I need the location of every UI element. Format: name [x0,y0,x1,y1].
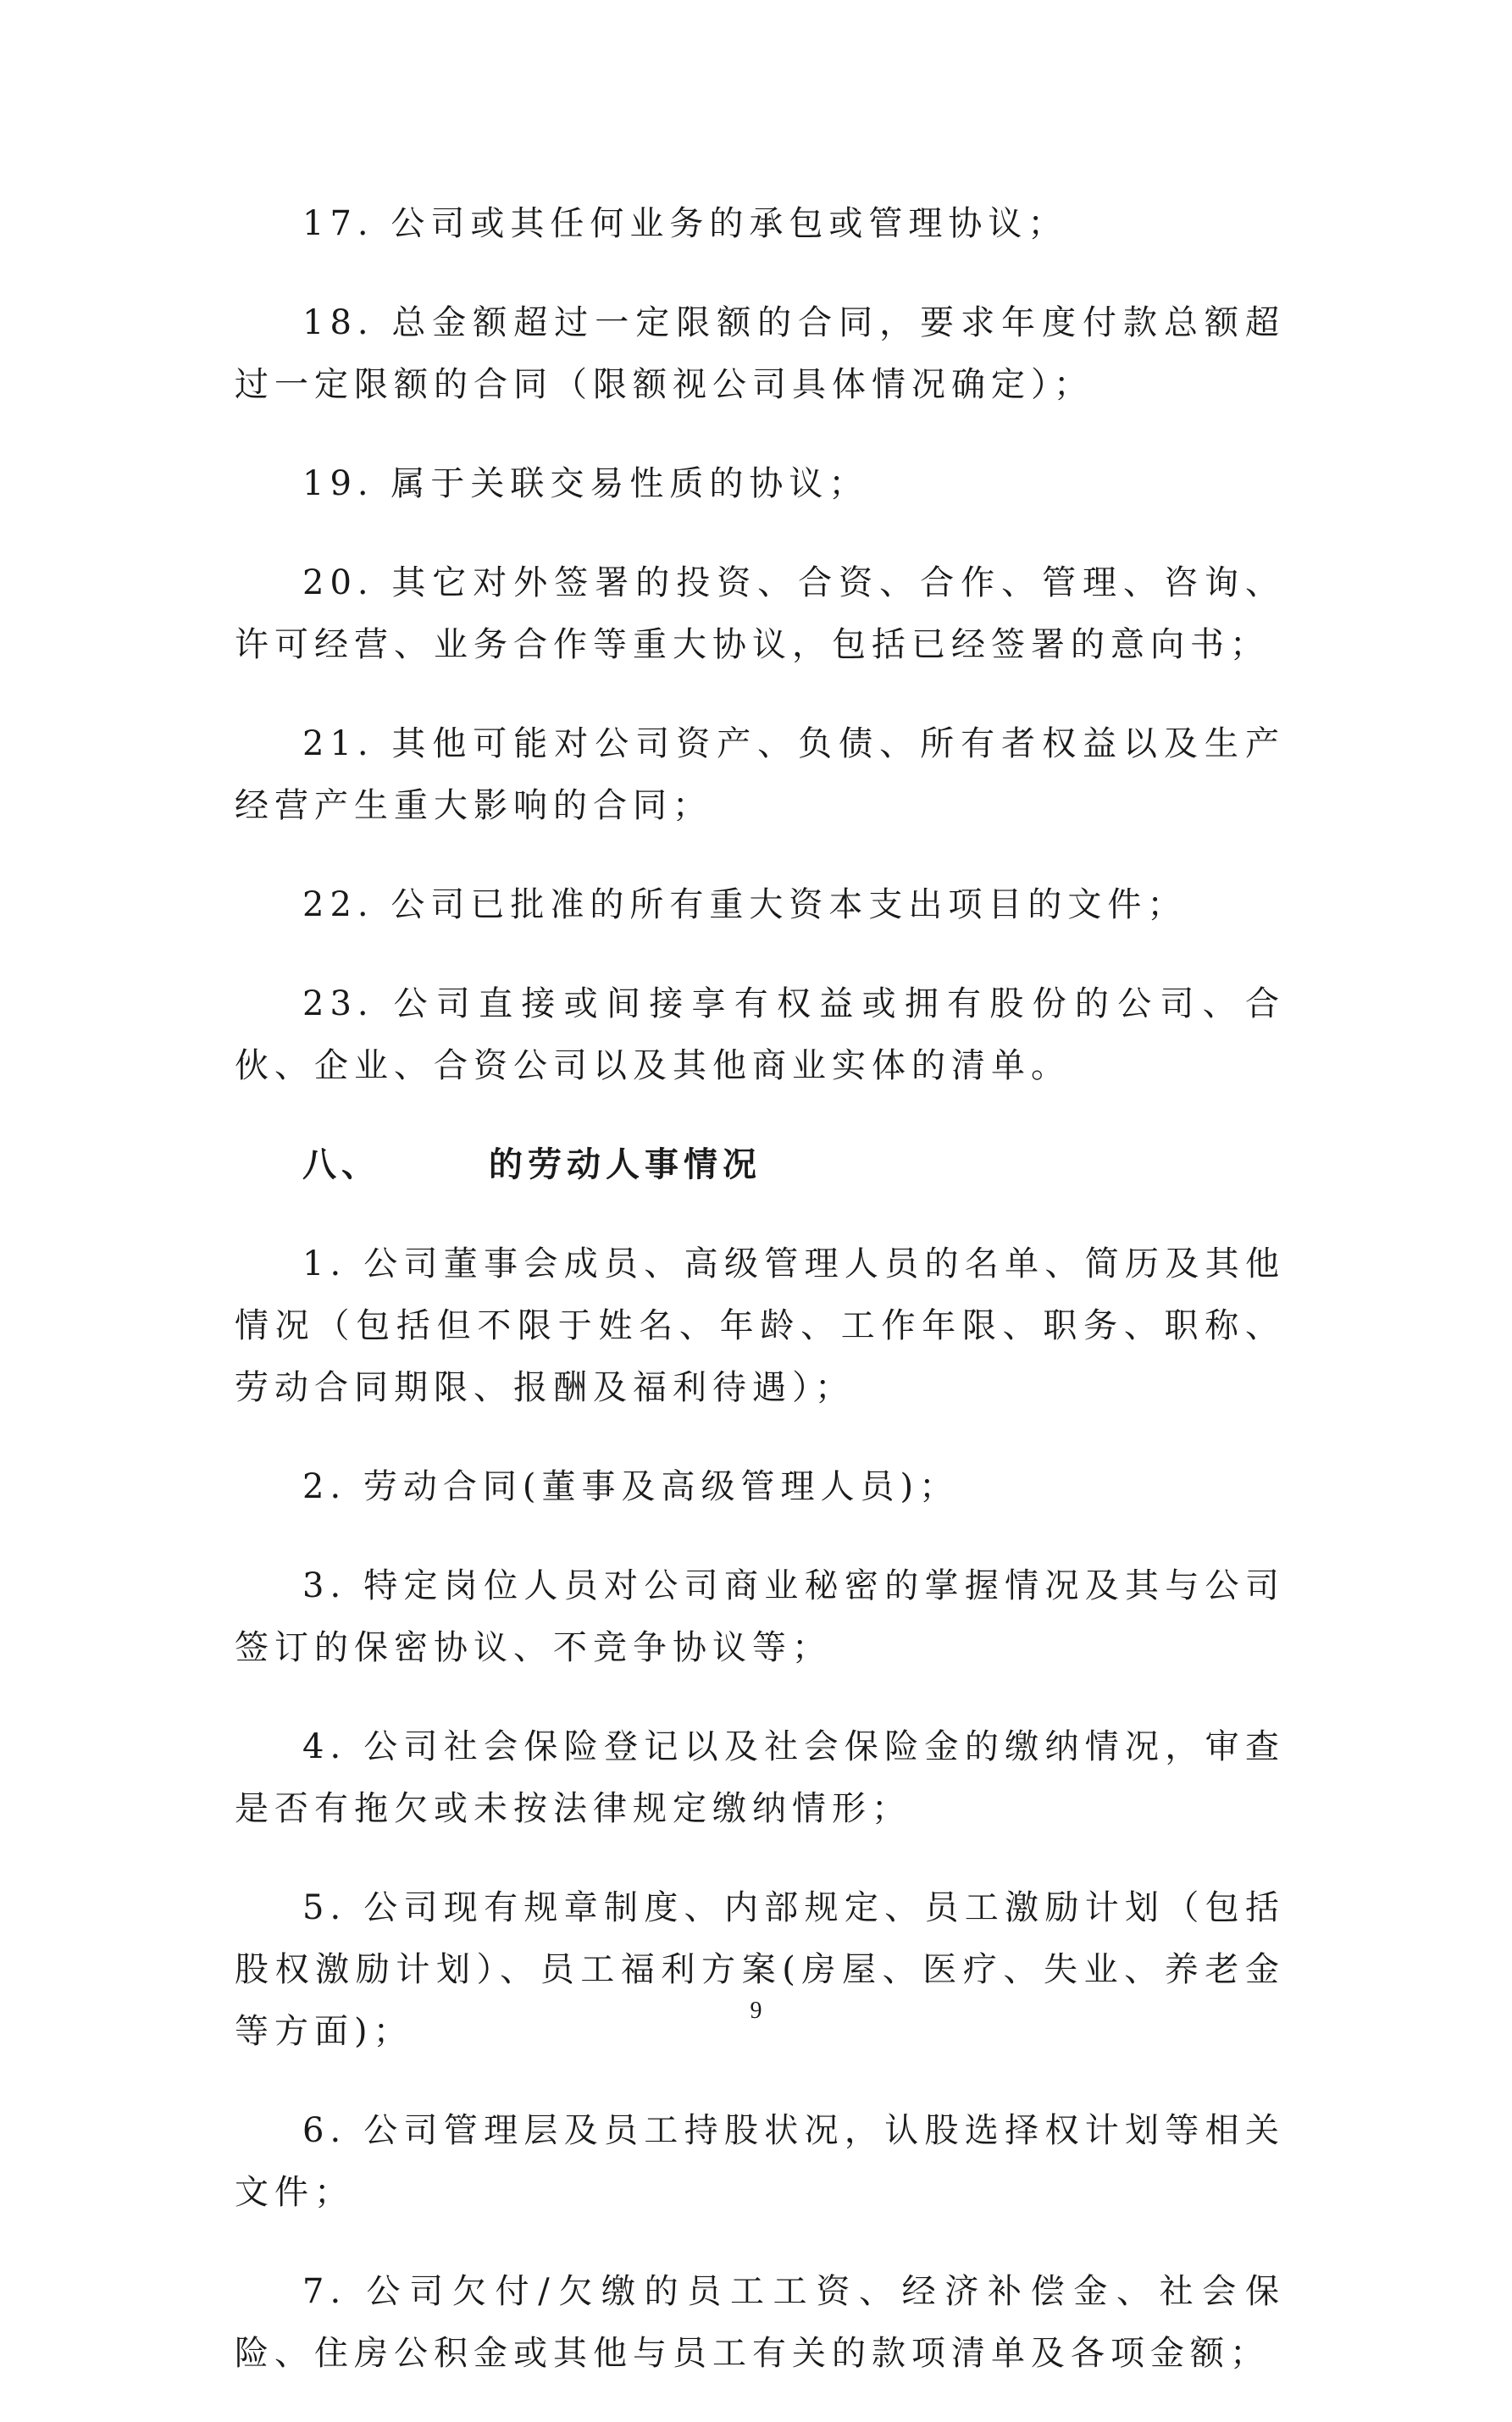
section-number: 八、 [302,1145,380,1184]
list-item-22: 22. 公司已批准的所有重大资本支出项目的文件； [302,885,1188,924]
list-item-2: 2. 劳动合同(董事及高级管理人员)； [302,1467,960,1506]
list-item-7: 7. 公司欠付/欠缴的员工工资、经济补偿金、社会保险、住房公积金或其他与员工有关的款项清单及各项金额； [235,2272,1285,2373]
list-item-21: 21. 其他可能对公司资产、负债、所有者权益以及生产经营产生重大影响的合同； [235,724,1285,825]
list-item-3: 3. 特定岗位人员对公司商业秘密的掌握情况及其与公司签订的保密协议、不竞争协议等； [235,1566,1285,1667]
list-item-4: 4. 公司社会保险登记以及社会保险金的缴纳情况，审查是否有拖欠或未按法律规定缴纳情形； [235,1727,1285,1828]
list-item-6: 6. 公司管理层及员工持股状况，认股选择权计划等相关文件； [235,2111,1285,2212]
section-heading [235,1134,1285,1196]
list-item-19: 19. 属于关联交易性质的协议； [302,464,869,503]
page-content [235,193,1285,2422]
list-item-5: 5. 公司现有规章制度、内部规定、员工激励计划（包括股权激励计划）、员工福利方案(房屋、医疗、失业、养老金等方面)； [235,1888,1285,2051]
page-number: 9 [750,1998,762,2024]
list-item-18: 18. 总金额超过一定限额的合同，要求年度付款总额超过一定限额的合同（限额视公司具体情况确定）； [235,303,1285,404]
list-item-20: 20. 其它对外签署的投资、合资、合作、管理、咨询、许可经营、业务合作等重大协议，包括已经签署的意向书； [235,563,1285,664]
list-item-1: 1. 公司董事会成员、高级管理人员的名单、简历及其他情况（包括但不限于姓名、年龄、工作年限、职务、职称、劳动合同期限、报酬及福利待遇）； [235,1244,1285,1407]
list-item-23: 23. 公司直接或间接享有权益或拥有股份的公司、合伙、企业、合资公司以及其他商业实体的清单。 [235,984,1285,1085]
section-title: 的劳动人事情况 [489,1145,762,1184]
list-item-17: 17. 公司或其任何业务的承包或管理协议； [302,204,1068,243]
